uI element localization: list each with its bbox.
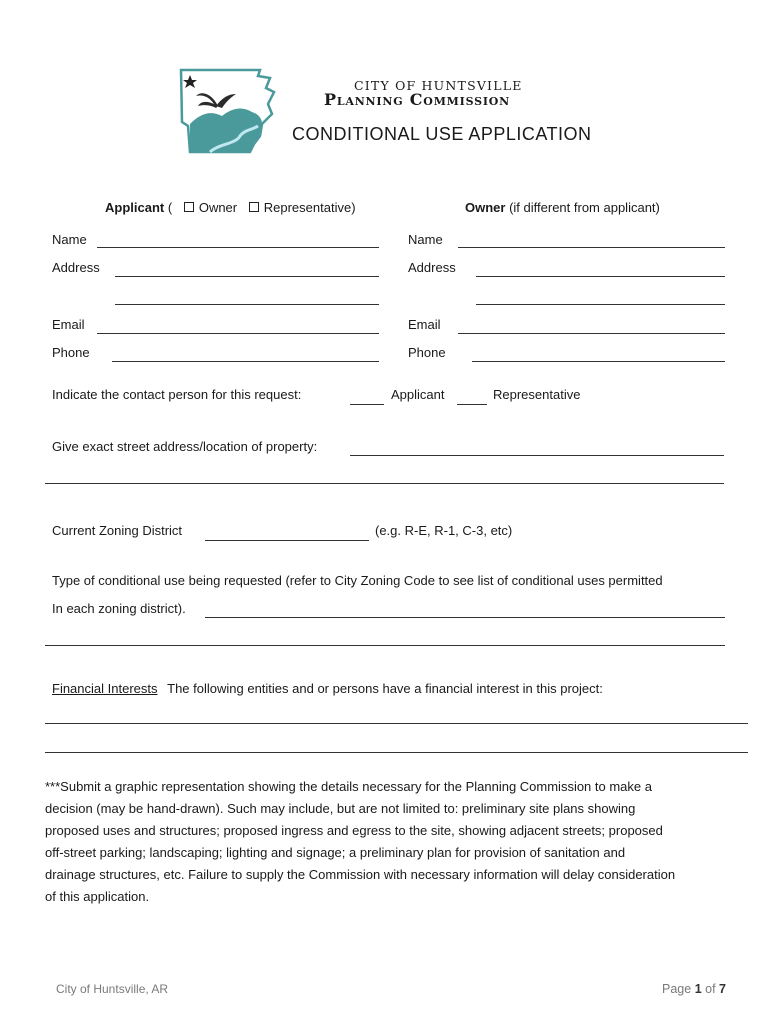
owner-address-label: Address (408, 260, 456, 275)
footer-page-of: of (705, 982, 716, 996)
instructions-line: off-street parking; landscaping; lighting and signage; a preliminary plan for provision of sanitation and (45, 845, 626, 860)
owner-option-label: Owner (198, 200, 238, 215)
applicant-name-label: Name (52, 232, 87, 247)
org-department: Planning Commission (324, 90, 511, 109)
financial-row (52, 681, 603, 696)
contact-applicant-blank[interactable] (350, 404, 384, 405)
contact-applicant-label: Applicant (391, 387, 445, 402)
applicant-phone-field[interactable] (112, 361, 379, 362)
owner-heading: Owner (465, 200, 506, 215)
contact-representative-label: Representative (493, 387, 581, 402)
applicant-address-field-1[interactable] (115, 276, 379, 277)
instructions-line: decision (may be hand-drawn). Such may include, but are not limited to: preliminary site plans showing (45, 801, 636, 816)
instructions-line: proposed uses and structures; proposed ingress and egress to the site, showing adjacent streets; proposed (45, 823, 663, 838)
owner-email-label: Email (408, 317, 441, 332)
representative-option-label: Representative) (263, 200, 356, 215)
owner-name-label: Name (408, 232, 443, 247)
financial-field-2[interactable] (45, 752, 748, 753)
instructions-paragraph (45, 776, 735, 908)
property-address-field[interactable] (350, 455, 724, 456)
applicant-heading: Applicant (105, 200, 165, 215)
applicant-address-label: Address (52, 260, 100, 275)
conditional-use-field-2[interactable] (45, 645, 725, 646)
arkansas-logo-icon (178, 66, 278, 154)
footer-page-current: 1 (694, 982, 702, 996)
org-name: CITY OF HUNTSVILLE (354, 78, 523, 93)
applicant-name-field[interactable] (97, 247, 379, 248)
financial-label: Financial Interests (52, 681, 158, 696)
zoning-field[interactable] (205, 540, 369, 541)
applicant-address-field-2[interactable] (115, 304, 379, 305)
zoning-label: Current Zoning District (52, 523, 183, 538)
owner-phone-label: Phone (408, 345, 446, 360)
owner-address-field-1[interactable] (476, 276, 725, 277)
instructions-line: ***Submit a graphic representation showing the details necessary for the Planning Commission to make a (45, 779, 652, 794)
owner-email-field[interactable] (458, 333, 725, 334)
owner-address-field-2[interactable] (476, 304, 725, 305)
applicant-paren: ( (167, 200, 173, 215)
owner-checkbox[interactable] (184, 202, 194, 212)
owner-phone-field[interactable] (472, 361, 725, 362)
zoning-hint: (e.g. R-E, R-1, C-3, etc) (375, 523, 513, 538)
applicant-email-label: Email (52, 317, 85, 332)
conditional-use-prompt-2: In each zoning district). (52, 601, 186, 616)
conditional-use-field[interactable] (205, 617, 725, 618)
footer-city: City of Huntsville, AR (56, 982, 169, 996)
financial-text: The following entities and or persons have a financial interest in this project: (167, 681, 603, 696)
form-title: CONDITIONAL USE APPLICATION (292, 124, 592, 144)
instructions-line: of this application. (45, 889, 150, 904)
owner-heading-note: (if different from applicant) (509, 200, 660, 215)
footer-page-number (662, 982, 726, 996)
owner-heading-row (465, 200, 660, 215)
property-address-field-2[interactable] (45, 483, 724, 484)
contact-prompt: Indicate the contact person for this request: (52, 387, 302, 402)
contact-representative-blank[interactable] (457, 404, 487, 405)
representative-checkbox[interactable] (249, 202, 259, 212)
owner-name-field[interactable] (458, 247, 725, 248)
applicant-email-field[interactable] (97, 333, 379, 334)
footer-page-total: 7 (719, 982, 726, 996)
applicant-phone-label: Phone (52, 345, 90, 360)
instructions-line: drainage structures, etc. Failure to supply the Commission with necessary information will delay consideration (45, 867, 676, 882)
property-prompt: Give exact street address/location of property: (52, 439, 318, 454)
financial-field-1[interactable] (45, 723, 748, 724)
applicant-heading-row (105, 200, 356, 215)
footer-page-word: Page (662, 982, 692, 996)
conditional-use-prompt: Type of conditional use being requested (refer to City Zoning Code to see list of conditional uses permitted (52, 573, 663, 588)
